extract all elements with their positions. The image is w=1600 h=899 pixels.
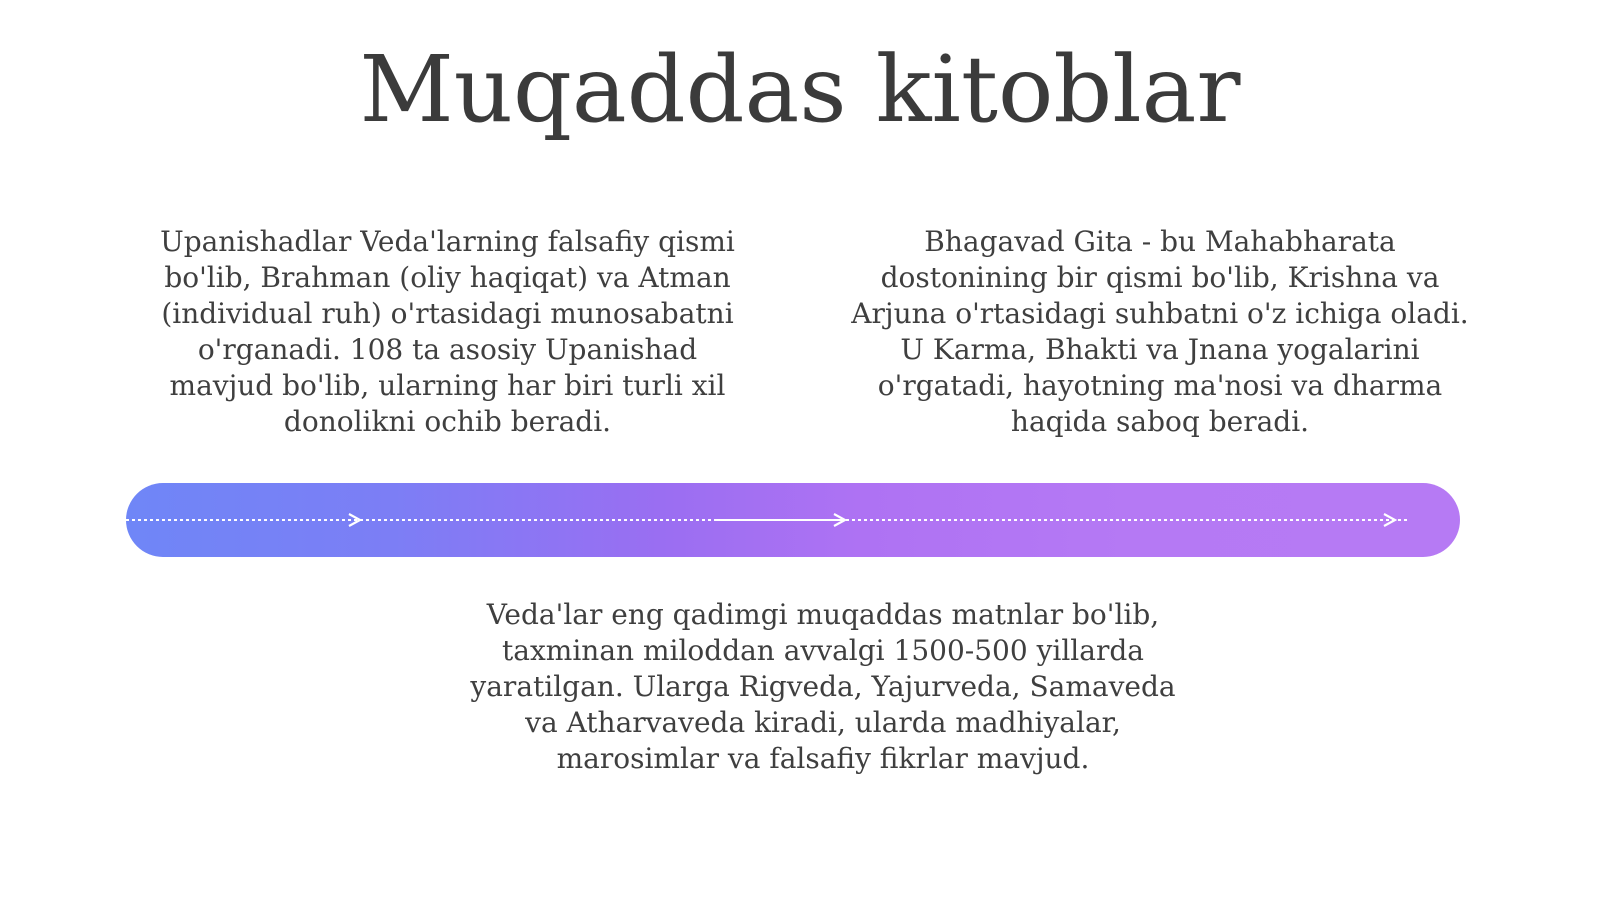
- arrow-head-icon: [1384, 514, 1395, 526]
- slide-title: Muqaddas kitoblar: [359, 36, 1241, 143]
- upanishad-description: Upanishadlar Veda'larning falsafiy qismi bo'lib, Brahman (oliy haqiqat) va Atman (individual ruh) o'rtasidagi munosabatni o'rganadi. 108 ta asosiy Upanishad mavjud bo'lib, ularning har biri turli xil donolikni ochib beradi.: [160, 225, 735, 438]
- timeline-arrows: [126, 483, 1460, 557]
- bhagavad-gita-description: Bhagavad Gita - bu Mahabharata dostonining bir qismi bo'lib, Krishna va Arjuna o'rtasidagi suhbatni o'z ichiga oladi. U Karma, Bhakti va Jnana yogalarini o'rgatadi, hayotning ma'nosi va dharma haqida saboq beradi.: [851, 225, 1469, 438]
- timeline-bar: [126, 483, 1460, 557]
- vedas-description: Veda'lar eng qadimgi muqaddas matnlar bo'lib, taxminan miloddan avvalgi 1500-500 yillarda yaratilgan. Ularga Rigveda, Yajurveda, Samaveda va Atharvaveda kiradi, ularda madhiyalar, marosimlar va falsafiy fikrlar mavjud.: [470, 598, 1176, 775]
